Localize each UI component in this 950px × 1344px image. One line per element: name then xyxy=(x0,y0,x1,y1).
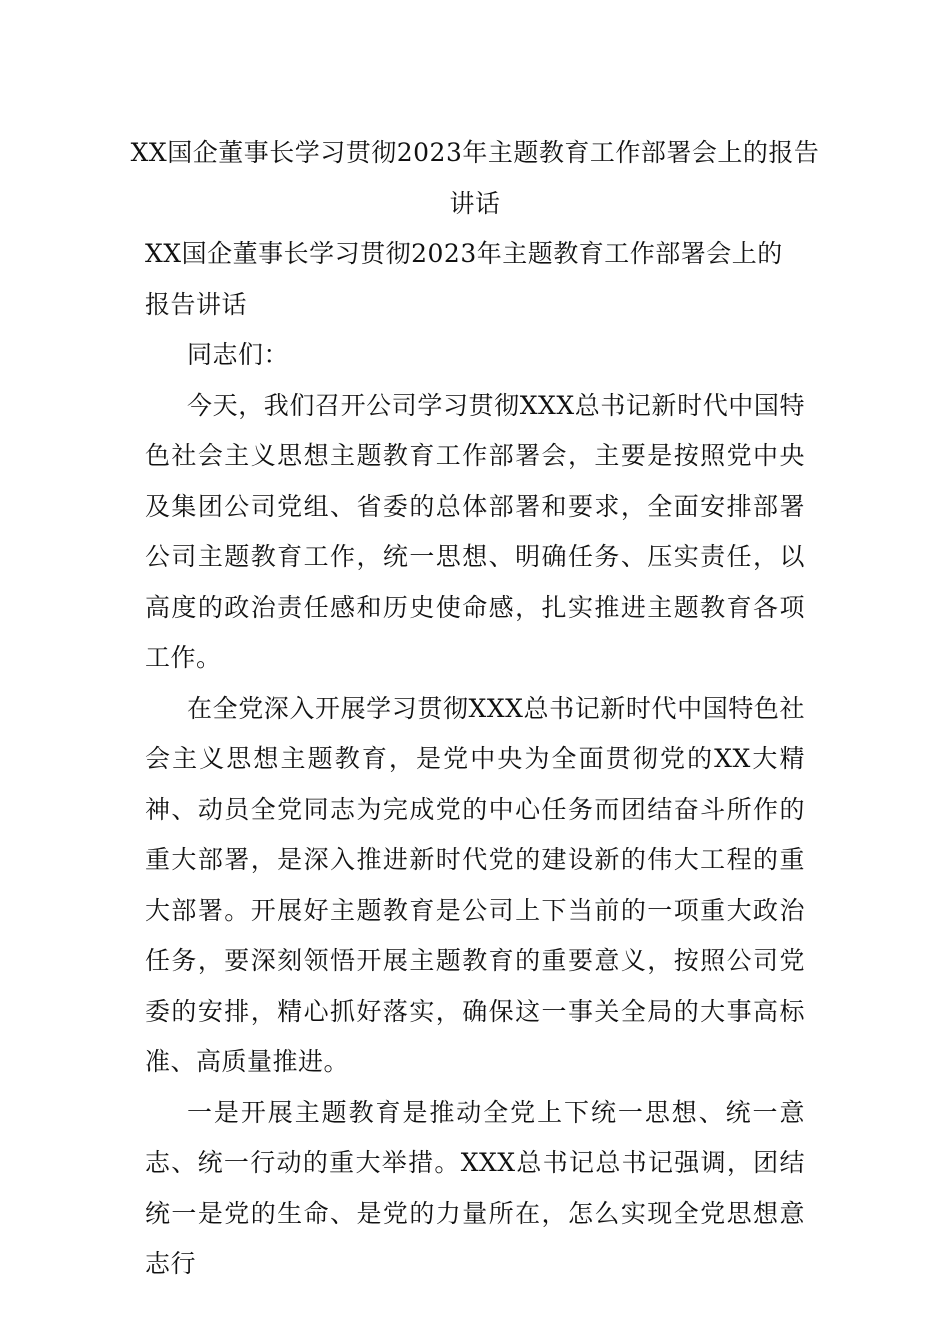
document-title: XX国企董事长学习贯彻2023年主题教育工作部署会上的报告讲话 xyxy=(130,138,820,218)
paragraph-2: 在全党深入开展学习贯彻XXX总书记新时代中国特色社会主义思想主题教育，是党中央为全面贯彻党的XX大精神、动员全党同志为完成党的中心任务而团结奋斗所作的重大部署，是深入推进新时代党的建设新的伟大工程的重大部署。开展好主题教育是公司上下当前的一项重大政治任务，要深刻领悟开展主题教育的重要意义，按照公司党委的安排，精心抓好落实，确保这一事关全局的大事高标准、高质量推进。 xyxy=(145,693,805,1076)
document-body xyxy=(130,128,820,1290)
paragraph-3: 一是开展主题教育是推动全党上下统一思想、统一意志、统一行动的重大举措。XXX总书记总书记强调，团结统一是党的生命、是党的力量所在，怎么实现全党思想意志行 xyxy=(145,1097,805,1278)
document-subtitle: XX国企董事长学习贯彻2023年主题教育工作部署会上的报告讲话 xyxy=(145,239,783,319)
greeting: 同志们： xyxy=(187,340,290,369)
paragraph-1: 今天，我们召开公司学习贯彻XXX总书记新时代中国特色社会主义思想主题教育工作部署会，主要是按照党中央及集团公司党组、省委的总体部署和要求，全面安排部署公司主题教育工作，统一思想、明确任务、压实责任，以高度的政治责任感和历史使命感，扎实推进主题教育各项工作。 xyxy=(145,390,805,672)
